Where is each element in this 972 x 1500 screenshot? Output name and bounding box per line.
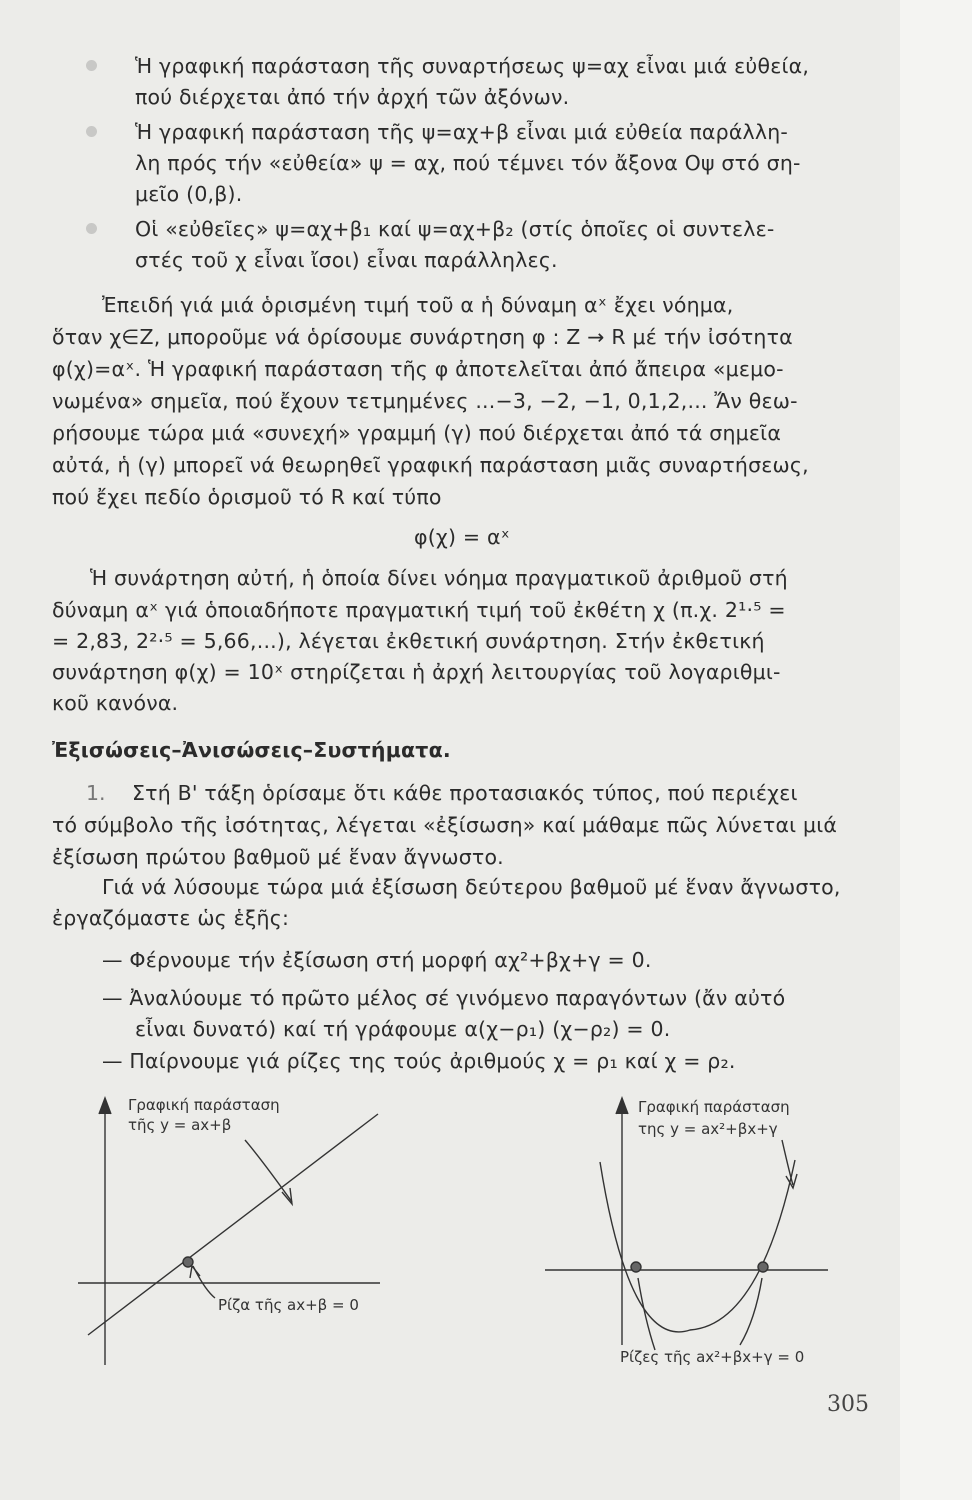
bullet-3-line-1: Οἱ «εὐθεῖες» ψ=αχ+β₁ καί ψ=αχ+β₂ (στίς ὁποῖες οἱ συντελε- — [135, 217, 775, 241]
right-root-arrow-1 — [638, 1278, 655, 1350]
step-1: — Φέρνουμε τήν ἐξίσωση στή μορφή αχ²+βχ+γ = 0. — [102, 948, 652, 972]
item-number: 1. — [86, 781, 106, 805]
left-y-arrow-icon — [99, 1098, 111, 1114]
left-root-label: Ρίζα τῆς ax+β = 0 — [218, 1296, 359, 1314]
para2-line-2: δύναμη αˣ γιά ὁποιαδήποτε πραγματική τιμή τοῦ ἐκθέτη χ (π.χ. 2¹·⁵ = — [52, 598, 786, 622]
page-number: 305 — [827, 1392, 869, 1417]
para3-line-5: ἐργαζόμαστε ὡς ἑξῆς: — [52, 906, 290, 930]
para3-line-1: Στή Β' τάξη ὁρίσαμε ὅτι κάθε προτασιακός τύπος, πού περιέχει — [132, 781, 798, 805]
right-parabola — [600, 1160, 795, 1332]
para1-line-7: πού ἔχει πεδίο ὁρισμοῦ τό R καί τύπο — [52, 485, 442, 509]
right-fig-label-2: της y = ax²+βx+γ — [638, 1120, 778, 1138]
left-fig-label-2: τῆς y = ax+β — [128, 1116, 232, 1134]
bullet-3-icon — [86, 223, 97, 234]
step-2: — Ἀναλύουμε τό πρῶτο μέλος σέ γινόμενο παραγόντων (ἄν αὐτό — [102, 986, 786, 1010]
step-3: εἶναι δυνατό) καί τή γράφουμε α(χ−ρ₁) (χ−ρ₂) = 0. — [135, 1017, 671, 1041]
right-y-arrow-icon — [616, 1098, 628, 1114]
formula: φ(χ) = αˣ — [414, 525, 510, 549]
para3-line-2: τό σύμβολο τῆς ἰσότητας, λέγεται «ἐξίσωση» καί μάθαμε πῶς λύνεται μιά — [52, 813, 838, 837]
left-fig-label-1: Γραφική παράσταση — [128, 1096, 280, 1114]
left-pointer-arrow — [245, 1140, 292, 1202]
right-root-label: Ρίζες τῆς ax²+βx+γ = 0 — [620, 1348, 805, 1366]
bullet-3-line-2: στές τοῦ χ εἶναι ἴσοι) εἶναι παράλληλες. — [135, 248, 558, 272]
para1-line-6: αὐτά, ἡ (γ) μπορεῖ νά θεωρηθεῖ γραφική παράσταση μιᾶς συναρτήσεως, — [52, 453, 809, 477]
para2-line-3: = 2,83, 2²·⁵ = 5,66,...), λέγεται ἐκθετική συνάρτηση. Στήν ἐκθετική — [52, 629, 765, 653]
right-root-1 — [631, 1262, 641, 1272]
left-graph — [78, 1098, 380, 1365]
para2-line-1: Ἡ συνάρτηση αὐτή, ἡ ὁποία δίνει νόημα πραγματικοῦ ἀριθμοῦ στή — [90, 566, 788, 590]
para1-line-5: ρήσουμε τώρα μιά «συνεχή» γραμμή (γ) πού διέρχεται ἀπό τά σημεῖα — [52, 421, 782, 445]
bullet-2-line-3: μεῖο (0,β). — [135, 182, 243, 206]
right-fig-label-1: Γραφική παράσταση — [638, 1098, 790, 1116]
para1-line-4: νωμένα» σημεῖα, πού ἔχουν τετμημένες ...−3, −2, −1, 0,1,2,... Ἄν θεω- — [52, 389, 798, 413]
step-4: — Παίρνουμε γιά ρίζες της τούς ἀριθμούς χ = ρ₁ καί χ = ρ₂. — [102, 1049, 736, 1073]
bullet-2-line-1: Ἡ γραφική παράσταση τῆς ψ=αχ+β εἶναι μιά εὐθεία παράλλη- — [135, 120, 789, 144]
section-heading: Ἐξισώσεις–Ἀνισώσεις–Συστήματα. — [52, 738, 451, 762]
right-root-2 — [758, 1262, 768, 1272]
bullet-2-line-2: λη πρός τήν «εὐθεία» ψ = αχ, πού τέμνει τόν ἄξονα Οψ στό ση- — [135, 151, 801, 175]
bullet-1-icon — [86, 60, 97, 71]
page-edge — [900, 0, 972, 1500]
right-root-arrow-2 — [740, 1278, 762, 1345]
para2-line-4: συνάρτηση φ(χ) = 10ˣ στηρίζεται ἡ ἀρχή λειτουργίας τοῦ λογαριθμι- — [52, 660, 781, 684]
bullet-1-line-1: Ἡ γραφική παράσταση τῆς συναρτήσεως ψ=αχ εἶναι μιά εὐθεία, — [135, 54, 810, 78]
bullet-1-line-2: πού διέρχεται ἀπό τήν ἀρχή τῶν ἀξόνων. — [135, 85, 570, 109]
para3-line-3: ἐξίσωση πρώτου βαθμοῦ μέ ἕναν ἄγνωστο. — [52, 845, 504, 869]
para1-line-2: ὅταν χ∈Ζ, μποροῦμε νά ὁρίσουμε συνάρτηση φ : Ζ → R μέ τήν ἰσότητα — [52, 325, 793, 349]
para1-line-3: φ(χ)=αˣ. Ἡ γραφική παράσταση τῆς φ ἀποτελεῖται ἀπό ἄπειρα «μεμο- — [52, 357, 784, 381]
bullet-2-icon — [86, 126, 97, 137]
para2-line-5: κοῦ κανόνα. — [52, 691, 179, 715]
para3-line-4: Γιά νά λύσουμε τώρα μιά ἐξίσωση δεύτερου βαθμοῦ μέ ἕναν ἄγνωστο, — [102, 875, 841, 899]
para1-line-1: Ἐπειδή γιά μιά ὁρισμένη τιμή τοῦ α ἡ δύναμη αˣ ἔχει νόημα, — [102, 293, 734, 317]
